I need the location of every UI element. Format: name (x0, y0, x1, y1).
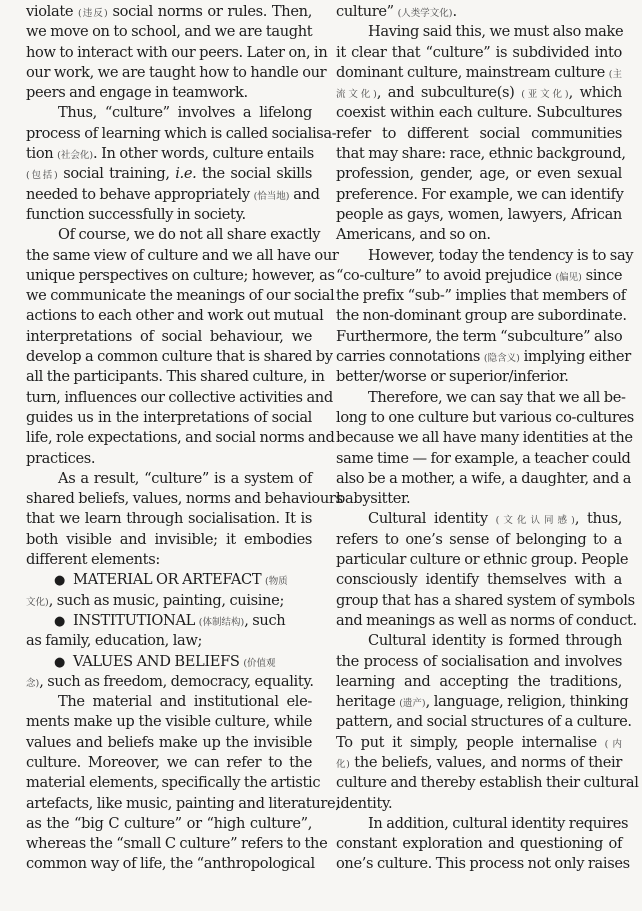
chinese-gloss: (社会化) (57, 150, 94, 162)
text-line: how to interact with our peers. Later on, in (26, 43, 328, 61)
chinese-gloss: (偏见) (555, 271, 582, 283)
text-line: the process of socialisation and involves (336, 652, 622, 670)
chinese-gloss: (隐含义) (483, 353, 520, 365)
text-line: babysitter. (336, 490, 411, 508)
text-line: In addition, cultural identity requires (368, 814, 629, 832)
text-line: needed to behave appropriately (恰当地) and (26, 185, 320, 203)
text-line: material elements, specifically the artistic (26, 774, 321, 792)
text-line: learning and accepting the traditions, (336, 672, 622, 690)
text-line: develop a common culture that is shared by (26, 348, 333, 366)
chinese-gloss: (文化认同感) (495, 515, 575, 527)
text-line: different elements: (26, 551, 160, 569)
text-line: long to one culture but various co-cultures (336, 408, 634, 426)
bullet-icon: ● (54, 613, 65, 629)
text-line: we move on to school, and we are taught (26, 23, 313, 41)
text-line: heritage (遗产), language, religion, thinking (336, 693, 629, 711)
text-line: all the participants. This shared culture, in (26, 368, 325, 386)
text-line: function successfully in society. (26, 205, 246, 223)
text-line: interpretations of social behaviour, we (26, 327, 312, 345)
text-line: pattern, and social structures of a culture. (336, 713, 632, 731)
text-line: also be a mother, a wife, a daughter, and a (336, 469, 632, 487)
text-line: artefacts, like music, painting and literature, (26, 794, 340, 812)
chinese-gloss: (物质 (265, 576, 288, 588)
text-line: as family, education, law; (26, 632, 203, 650)
chinese-gloss: (违反) (78, 8, 108, 19)
chinese-gloss: (价值观 (243, 657, 276, 669)
text-line: better/worse or superior/inferior. (336, 368, 569, 386)
text-line: Furthermore, the term “subculture” also (336, 327, 623, 345)
chinese-gloss: 文化) (26, 596, 49, 608)
text-line: both visible and invisible; it embodies (26, 530, 312, 548)
text-line: one’s culture. This process not only raises (336, 855, 630, 873)
chinese-gloss: 化) (336, 758, 350, 770)
text-line: Having said this, we must also make (368, 23, 624, 41)
text-line: “co-culture” to avoid prejudice (偏见) since (336, 266, 623, 284)
text-line: As a result, “culture” is a system of (58, 469, 312, 487)
right-column (336, 2, 639, 875)
text-line: Cultural identity (文化认同感), thus, (368, 510, 622, 528)
text-line: and meanings as well as norms of conduct. (336, 611, 637, 629)
text-line: group that has a shared system of symbols (336, 591, 635, 609)
chinese-gloss: (包括) (26, 170, 58, 182)
text-line: consciously identify themselves with a (336, 571, 622, 589)
text-line: preference. For example, we can identify (336, 185, 624, 203)
text-line: that may share: race, ethnic background, (336, 145, 626, 163)
text-line: ● VALUES AND BELIEFS (价值观 (54, 652, 276, 670)
text-line: practices. (26, 449, 96, 467)
text-line: constant exploration and questioning of (336, 835, 622, 853)
text-line: same time — for example, a teacher could (336, 449, 631, 467)
text-line: ● INSTITUTIONAL (体制结构), such (54, 611, 286, 629)
chinese-gloss: (遗产) (399, 698, 426, 710)
text-line: actions to each other and work out mutual (26, 307, 324, 325)
chinese-gloss: 念) (26, 677, 40, 689)
text-line: process of learning which is called socialisa- (26, 124, 337, 142)
text-line: 流文化), and subculture(s) (亚文化), which (336, 84, 622, 102)
text-line: Of course, we do not all share exactly (58, 226, 321, 244)
text-line: 念), such as freedom, democracy, equality. (26, 672, 314, 690)
text-line: because we all have many identities at the (336, 429, 633, 447)
text-line: our work, we are taught how to handle our (26, 63, 327, 81)
text-line: To put it simply, people internalise (内 (336, 733, 622, 751)
text-line: unique perspectives on culture; however, as (26, 266, 335, 284)
text-line: guides us in the interpretations of social (26, 408, 312, 426)
text-line: we communicate the meanings of our social (26, 287, 335, 305)
text-line: (包括) social training, i.e. the social skills (26, 165, 312, 183)
bullet-icon: ● (54, 573, 65, 589)
text-line: The material and institutional ele- (58, 693, 312, 711)
text-line: culture and thereby establish their cultural (336, 774, 639, 792)
text-line: dominant culture, mainstream culture (主 (336, 63, 622, 81)
chinese-gloss: (主 (608, 68, 622, 80)
text-line: Therefore, we can say that we all be- (368, 388, 626, 406)
text-line: peers and engage in teamwork. (26, 84, 248, 102)
text-line: identity. (336, 794, 393, 812)
text-line: culture. Moreover, we can refer to the (26, 753, 312, 771)
text-line: refers to one’s sense of belonging to a (336, 530, 622, 548)
text-line: Americans, and so on. (336, 226, 491, 244)
bullet-icon: ● (54, 654, 65, 670)
text-line: 文化), such as music, painting, cuisine; (26, 591, 285, 609)
text-line: profession, gender, age, or even sexual (336, 165, 622, 183)
text-line: particular culture or ethnic group. People (336, 551, 629, 569)
text-line: the non-dominant group are subordinate. (336, 307, 627, 325)
text-line: it clear that “culture” is subdivided into (336, 43, 622, 61)
chinese-gloss: (恰当地) (253, 190, 290, 202)
text-line: 化) the beliefs, values, and norms of their (336, 753, 622, 771)
text-line: Thus, “culture” involves a lifelong (58, 104, 312, 122)
text-line: as the “big C culture” or “high culture”, (26, 814, 312, 832)
text-line: the prefix “sub-” implies that members of (336, 287, 626, 305)
text-line: culture” (人类学文化). (336, 3, 457, 20)
chinese-gloss: (体制结构) (198, 616, 245, 628)
text-line: Cultural identity is formed through (368, 632, 622, 650)
chinese-gloss: (内 (604, 738, 622, 750)
text-line: tion (社会化). In other words, culture entails (26, 145, 314, 163)
text-line: people as gays, women, lawyers, African (336, 205, 622, 223)
text-line: shared beliefs, values, norms and behaviours (26, 490, 343, 508)
text-line: refer to different social communities (336, 124, 622, 142)
text-line: common way of life, the “anthropological (26, 855, 315, 873)
chinese-gloss: (人类学文化) (397, 8, 453, 19)
text-line: life, role expectations, and social norms and (26, 429, 335, 447)
text-line: ments make up the visible culture, while (26, 713, 312, 731)
text-line: coexist within each culture. Subcultures (336, 104, 622, 122)
left-column (26, 2, 343, 875)
text-line: the same view of culture and we all have our (26, 246, 339, 264)
text-line: carries connotations (隐含义) implying either (336, 348, 631, 366)
text-line: ● MATERIAL OR ARTEFACT (物质 (54, 571, 288, 589)
text-line: that we learn through socialisation. It is (26, 510, 312, 528)
text-line: values and beliefs make up the invisible (26, 733, 312, 751)
text-line: violate (违反) social norms or rules. Then, (26, 3, 312, 20)
chinese-gloss: 流文化) (336, 89, 377, 101)
text-line: However, today the tendency is to say (368, 246, 634, 264)
chinese-gloss: (亚文化) (521, 89, 569, 101)
text-line: turn, influences our collective activities and (26, 388, 333, 406)
text-line: whereas the “small C culture” refers to the (26, 835, 328, 853)
